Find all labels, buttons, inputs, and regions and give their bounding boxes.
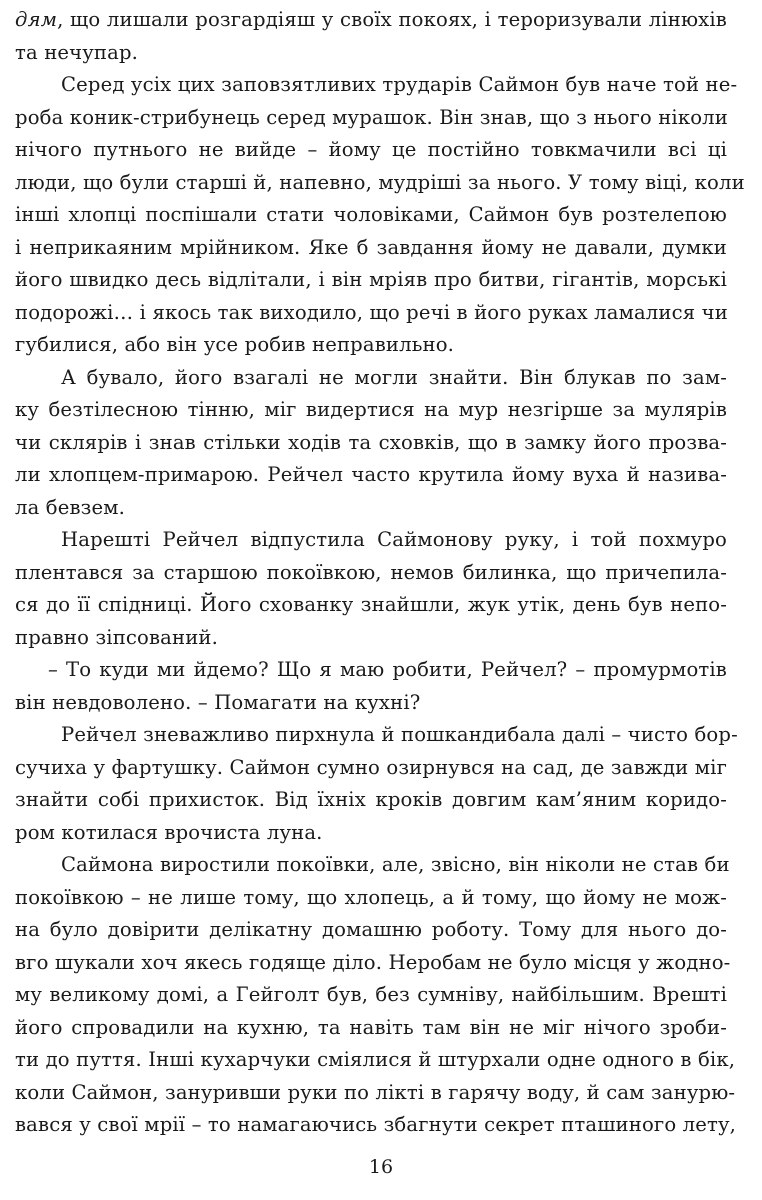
text-line: та нечупар. [15, 40, 139, 64]
paragraph-first-line: Рейчел зневажливо пирхнула й пошкандибала далі – чисто бор- [61, 723, 738, 746]
text-line: подорожі… і якось так виходило, що речі в його руках ламалися чи [15, 300, 728, 324]
text-line [15, 4, 727, 37]
text-line: ся до її спідниці. Його схованку знайшли, жук утік, день був непо- [15, 593, 727, 616]
text-line: вався у свої мрії – то намагаючись збагнути секрет пташиного лету, [15, 1113, 737, 1136]
text-line: ли хлопцем-примарою. Рейчел часто крутила йому вуха й назива- [15, 463, 727, 486]
text-line: покоївкою – не лише тому, що хлопець, а й тому, що йому не мож- [15, 885, 727, 909]
text-line: правно зіпсований. [15, 625, 219, 649]
paragraph-first-line: А бувало, його взагалі не могли знайти. Він блукав по зам- [61, 365, 727, 389]
paragraph-first-line: Нарешті Рейчел відпустила Саймонову руку, і той похмуро [61, 528, 727, 551]
text-line: ку безтілесною тінню, міг видертися на мур незгірше за мулярів [15, 398, 727, 421]
text-line: ти до пуття. Інші кухарчуки сміялися й штурхали одне одного в бік, [15, 1048, 736, 1071]
text-line: нічого путнього не вийде – йому це постійно товкмачили всі ці [15, 138, 727, 161]
text-line: му великому домі, а Гейголт був, без сумніву, найбільшим. Врешті [15, 983, 727, 1006]
text-line: він невдоволено. – Помагати на кухні? [15, 690, 421, 714]
text-line: коли Саймон, зануривши руки по лікті в гарячу воду, й сам занурю- [15, 1080, 736, 1104]
text-line: знайти собі прихисток. Від їхніх кроків довгим кам’яним коридо- [15, 788, 727, 811]
body-text [15, 4, 745, 1142]
text-line: плентався за старшою покоївкою, немов билинка, що причепила- [15, 560, 727, 584]
text-line: ла бевзем. [15, 495, 126, 519]
text-line: і неприкаяним мрійником. Яке б завдання йому не давали, думки [15, 235, 727, 259]
text-fragment: , що лишали розгардіяш у своїх покоях, і тероризували лінюхів [57, 8, 727, 31]
text-line: чи склярів і знав стільки ходів та сховків, що в замку його прозва- [15, 430, 727, 454]
text-line: губилися, або він усе робив неправильно. [15, 333, 455, 356]
text-line: його швидко десь відлітали, і він мріяв про битви, гігантів, морські [15, 268, 727, 291]
text-line: на було довірити делікатну домашню роботу. Тому для нього до- [15, 918, 727, 941]
dialogue-first-line: – То куди ми йдемо? Що я маю робити, Рейчел? – промурмотів [48, 658, 727, 681]
text-line: роба коник-стрибунець серед мурашок. Він знав, що з нього ніколи [15, 105, 728, 129]
text-line: вго шукали хоч якесь годяще діло. Неробам не було місця у жодно- [15, 950, 731, 974]
text-line: інші хлопці поспішали стати чоловіками, Саймон був розтелепою [15, 203, 727, 226]
paragraph-first-line: Саймона виростили покоївки, але, звісно, він ніколи не став би [61, 853, 730, 876]
text-line: ром котилася врочиста луна. [15, 820, 323, 844]
text-line: сучиха у фартушку. Саймон сумно озирнувся на сад, де завжди міг [15, 755, 727, 779]
text-line: його спровадили на кухню, та навіть там він не міг нічого зроби- [15, 1015, 727, 1039]
paragraph-first-line: Серед усіх цих заповзятливих трударів Саймон був наче той не- [61, 73, 738, 96]
italic-fragment: дям [15, 8, 58, 31]
page-number: 16 [368, 1156, 394, 1178]
text-line: люди, що були старші й, напевно, мудріші за нього. У тому віці, коли [15, 170, 745, 194]
